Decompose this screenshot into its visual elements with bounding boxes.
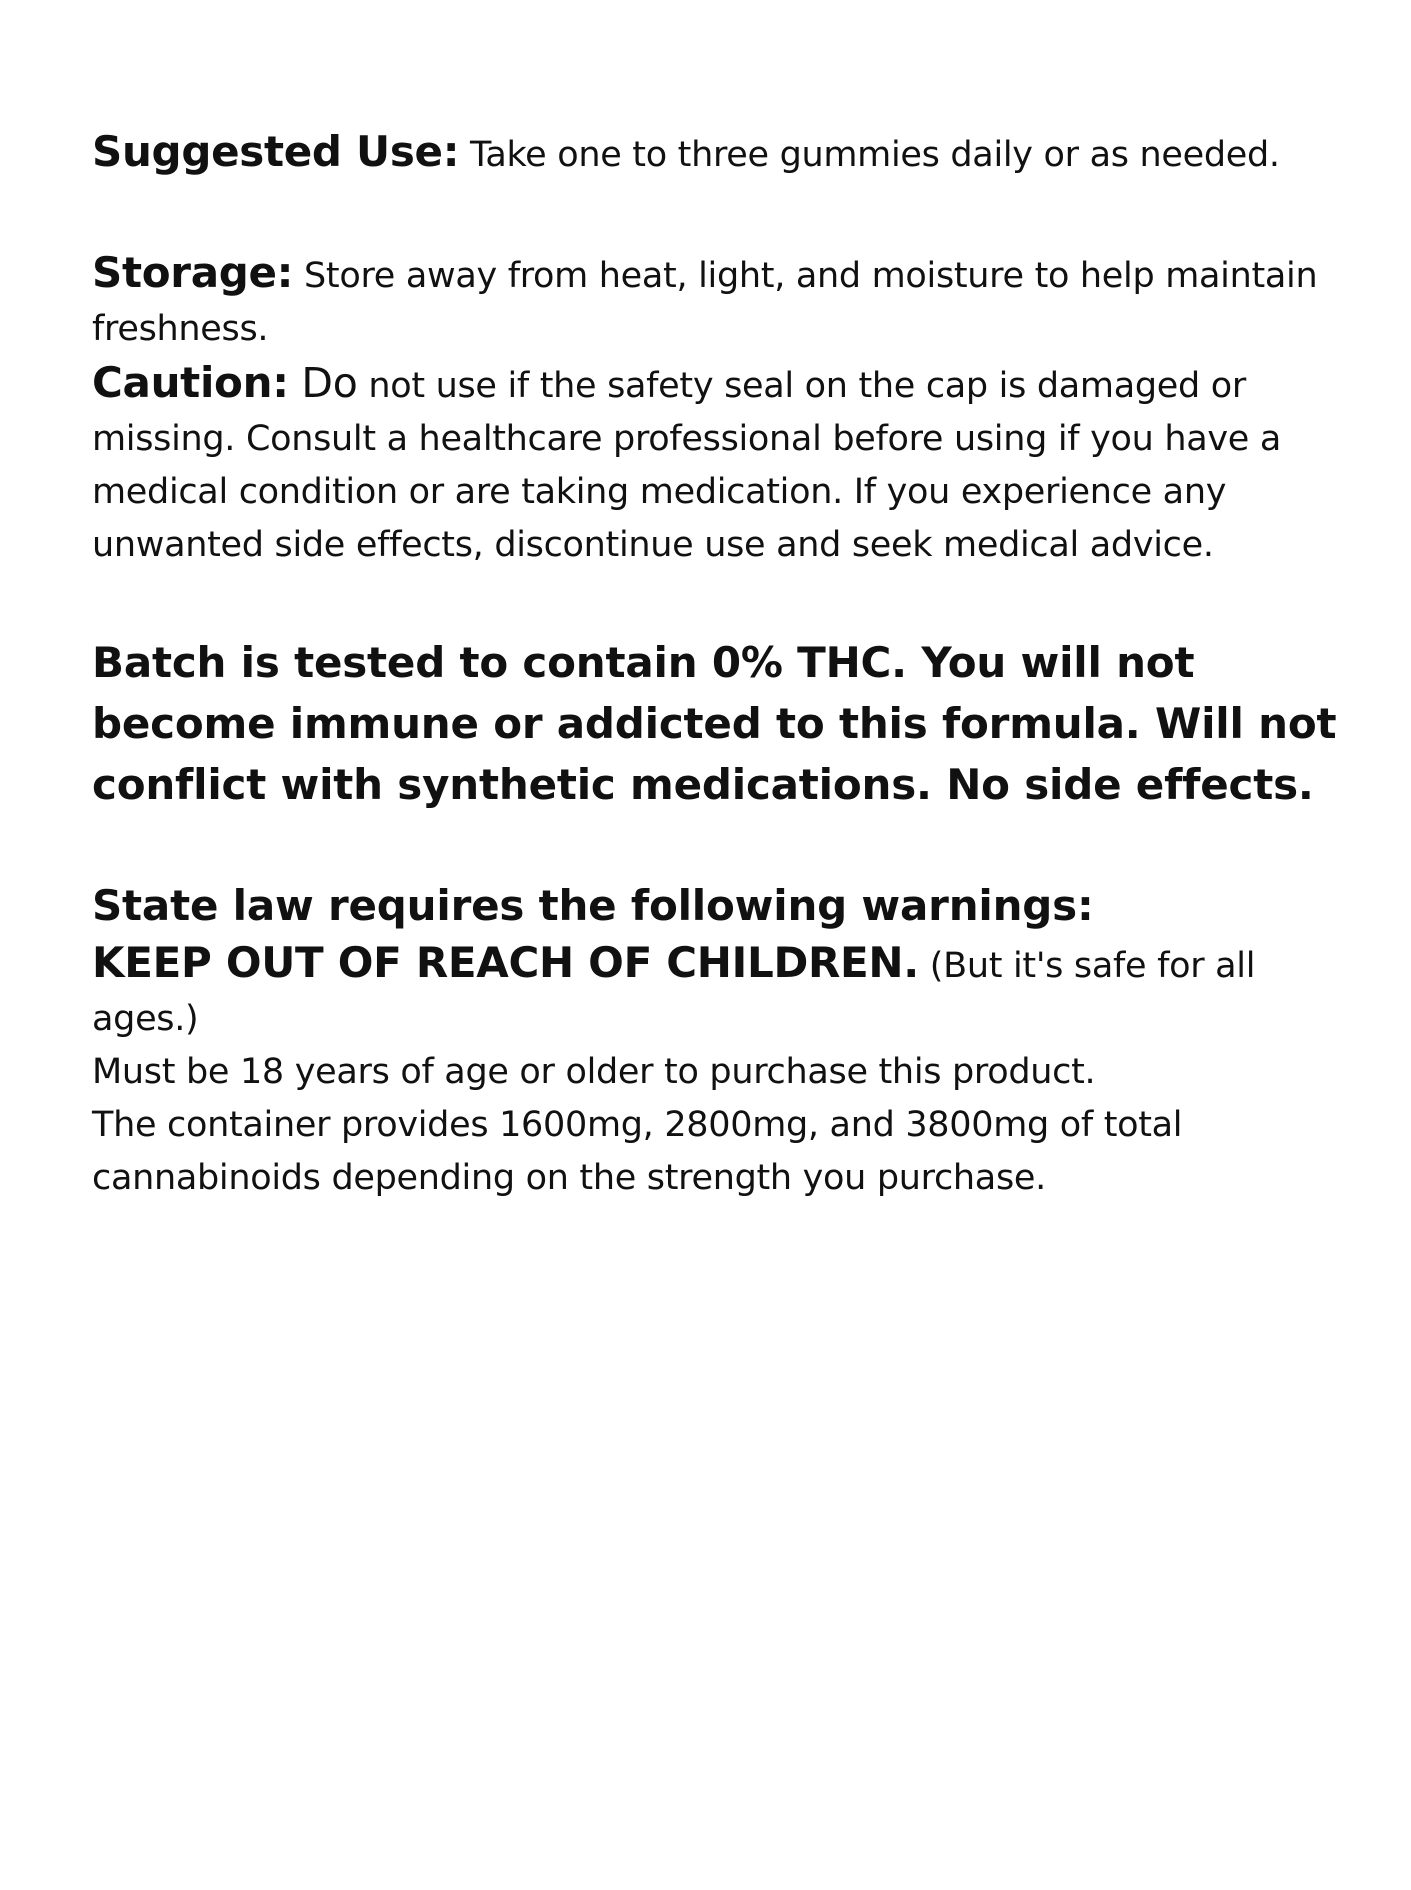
storage-paragraph — [92, 246, 1347, 356]
keep-out-warning: KEEP OUT OF REACH OF CHILDREN. — [92, 938, 919, 987]
caution-label: Caution: — [92, 358, 289, 407]
caution-lead-word: Do — [288, 359, 358, 407]
keep-out-paragraph — [92, 936, 1347, 1046]
suggested-use-paragraph — [92, 125, 1347, 182]
suggested-use-text: Take one to three gummies daily or as needed. — [459, 135, 1280, 175]
label-document — [92, 125, 1347, 1205]
keep-out-note: (But it's safe for all ages.) — [92, 946, 1256, 1039]
caution-paragraph — [92, 356, 1347, 572]
suggested-use-label: Suggested Use: — [92, 127, 460, 176]
batch-statement: Batch is tested to contain 0% THC. You will not become immune or addicted to this formula. Will not conflict with synthetic medications. No side effects. — [92, 638, 1337, 809]
age-requirement: Must be 18 years of age or older to purchase this product. — [92, 1052, 1096, 1092]
caution-text: not use if the safety seal on the cap is damaged or missing. Consult a healthcare professional before using if you have a medical condition or are taking medication. If you experience any unwanted side effects, discontinue use and seek medical advice. — [92, 366, 1282, 565]
state-law-heading: State law requires the following warnings: — [92, 881, 1094, 930]
container-info: The container provides 1600mg, 2800mg, and 3800mg of total cannabinoids depending on the strength you purchase. — [92, 1105, 1183, 1198]
storage-text: Store away from heat, light, and moisture to help maintain freshness. — [92, 256, 1318, 349]
storage-label: Storage: — [92, 248, 294, 297]
